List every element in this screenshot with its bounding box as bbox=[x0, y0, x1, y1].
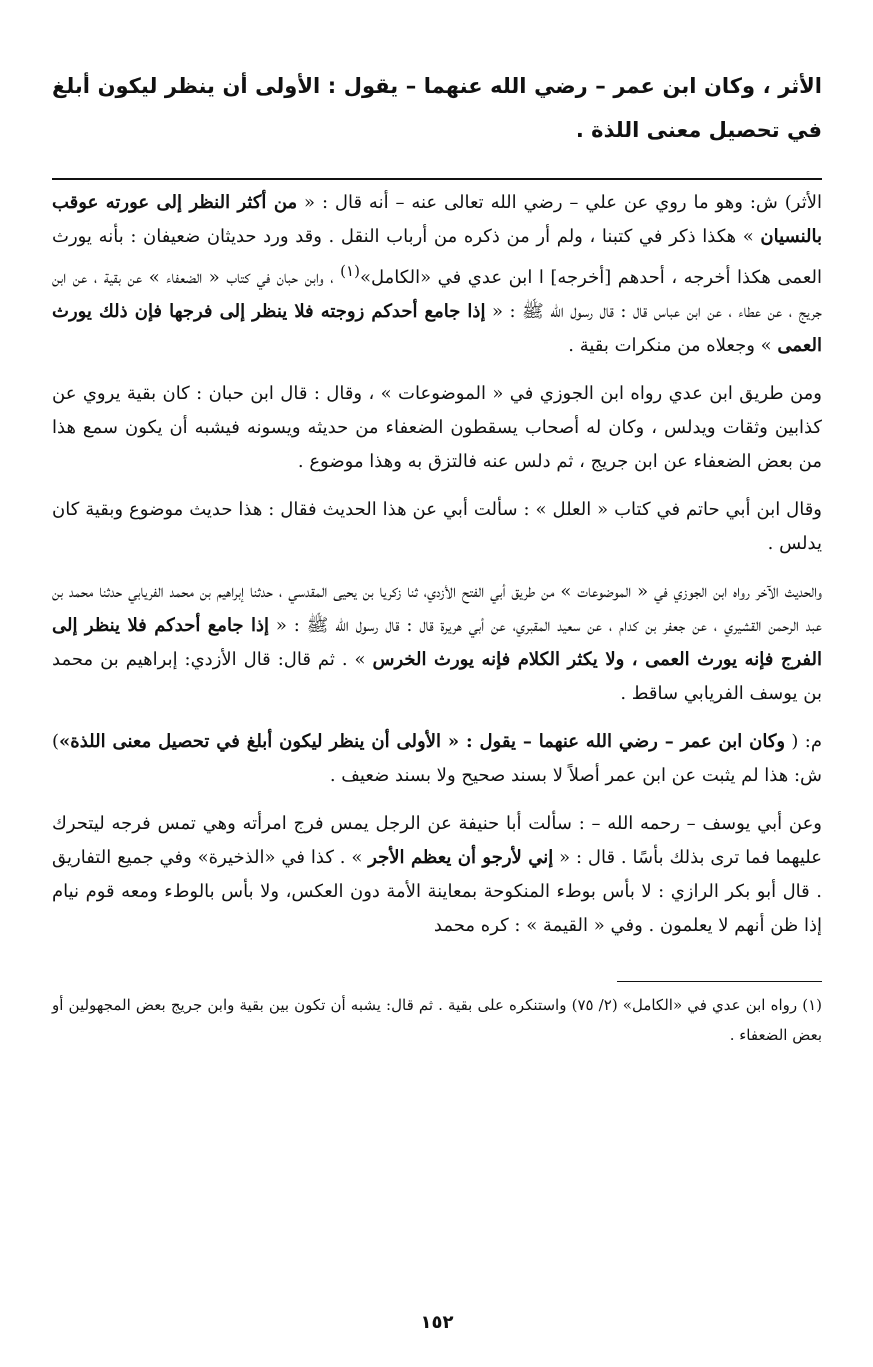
p1-text-start: الأثر) ش: وهو ما روي عن علي – رضي الله تعالى عنه – أنه قال : « bbox=[297, 192, 822, 213]
p1-text-end: » وجعلاه من منكرات بقية . bbox=[568, 335, 778, 356]
footnote-separator-rule bbox=[617, 981, 822, 982]
sharh-paragraph-4 bbox=[52, 575, 822, 711]
p4-text-start: والحديث الآخر رواه ابن الجوزي في « الموضوعات » من طريق أبي الفتح الأزدي، ثنا زكريا بن يحيى المقدسي ، حدثنا إبراهيم بن محمد الفريابي حدثنا محمد بن عبد الرحمن القشيري ، عن جعفر بن كدام ، عن سعيد المقبري، عن أبي هريرة قال : قال رسول الله ﷺ : « bbox=[52, 581, 822, 636]
matn-separator-rule bbox=[52, 178, 822, 180]
sharh-commentary bbox=[52, 186, 822, 943]
p1-quote-bold: من أكثر النظر إلى عورته عوقب بالنسيان bbox=[52, 192, 822, 247]
sharh-paragraph-5 bbox=[52, 725, 822, 793]
p1-text-middle: » هكذا ذكر في كتبنا ، ولم أر من ذكره من أرباب النقل . وقد ورد حديثان ضعيفان : بأنه يورث العمى هكذا أخرجه ، أحدهم [أخرجه] ا ابن عدي في «الكامل» bbox=[52, 226, 822, 288]
sharh-paragraph-6 bbox=[52, 807, 822, 943]
matn-text: الأثر ، وكان ابن عمر – رضي الله عنهما – يقول : الأولى أن ينظر ليكون أبلغ في تحصيل معنى اللذة . bbox=[52, 74, 822, 142]
p6-text-end: » . كذا في «الذخيرة» وفي جميع التفاريق . قال أبو بكر الرازي : لا بأس بوطء المنكوحة بمعاينة الأمة دون العكس، ولا بأس بالوطء ومعه قوم نيام إذا ظن أنهم لا يعلمون . وفي « القيمة » : كره محمد bbox=[52, 847, 822, 936]
p6-text-start: وعن أبي يوسف – رحمه الله – : سألت أبا حنيفة عن الرجل يمس فرج امرأته وهي تمس فرجه ليتحرك عليهما فما ترى بذلك بأسًا . قال : « bbox=[52, 813, 822, 868]
sharh-paragraph-3: وقال ابن أبي حاتم في كتاب « العلل » : سألت أبي عن هذا الحديث فقال : هذا حديث موضوع وبقية كان يدلس . bbox=[52, 499, 822, 554]
sharh-paragraph-2: ومن طريق ابن عدي رواه ابن الجوزي في « الموضوعات » ، وقال : قال ابن حبان : كان بقية يروي عن كذابين وثقات ويدلس ، وكان له أصحاب يسقطون الضعفاء من حديثه ويسونه فيشبه أن يكون سمع هذا من بعض الضعفاء عن ابن جريج ، ثم دلس عنه فالتزق به وهذا موضوع . bbox=[52, 383, 822, 472]
p5-text-end: ) ش: هذا لم يثبت عن ابن عمر أصلاً لا بسند صحيح ولا بسند ضعيف . bbox=[52, 731, 822, 786]
p4-text-end: » . ثم قال: قال الأزدي: إبراهيم بن محمد بن يوسف الفريابي ساقط . bbox=[52, 649, 822, 704]
page-number: ١٥٢ bbox=[420, 1312, 454, 1333]
footnote-1: (١) رواه ابن عدي في «الكامل» (٢/ ٧٥) واستنكره على بقية . ثم قال: يشبه أن تكون بين بقية وابن جريج بعض المجهولين أو بعض الضعفاء . bbox=[52, 996, 823, 1044]
p1-text-middle-2: ، وابن حبان في كتاب « الضعفاء » عن بقية ، عن ابن جريج ، عن عطاء ، عن ابن عباس قال : قال رسول الله ﷺ : « bbox=[52, 267, 822, 322]
p6-quote-bold: إني لأرجو أن يعظم الأجر bbox=[368, 847, 554, 868]
footnote-ref-1: (١) bbox=[340, 262, 360, 280]
p5-text-start: م: ( bbox=[785, 731, 822, 752]
p1-hadith-bold: إذا جامع أحدكم زوجته فلا ينظر إلى فرجها فإن ذلك يورث العمى bbox=[52, 301, 822, 356]
sharh-paragraph-1 bbox=[52, 186, 822, 363]
p5-matn-bold: وكان ابن عمر – رضي الله عنهما – يقول : « الأولى أن ينظر ليكون أبلغ في تحصيل معنى اللذة» bbox=[59, 731, 786, 752]
book-page bbox=[52, 64, 822, 1354]
p4-hadith-bold: إذا جامع أحدكم فلا ينظر إلى الفرج فإنه يورث العمى ، ولا يكثر الكلام فإنه يورث الخرس bbox=[52, 615, 822, 670]
